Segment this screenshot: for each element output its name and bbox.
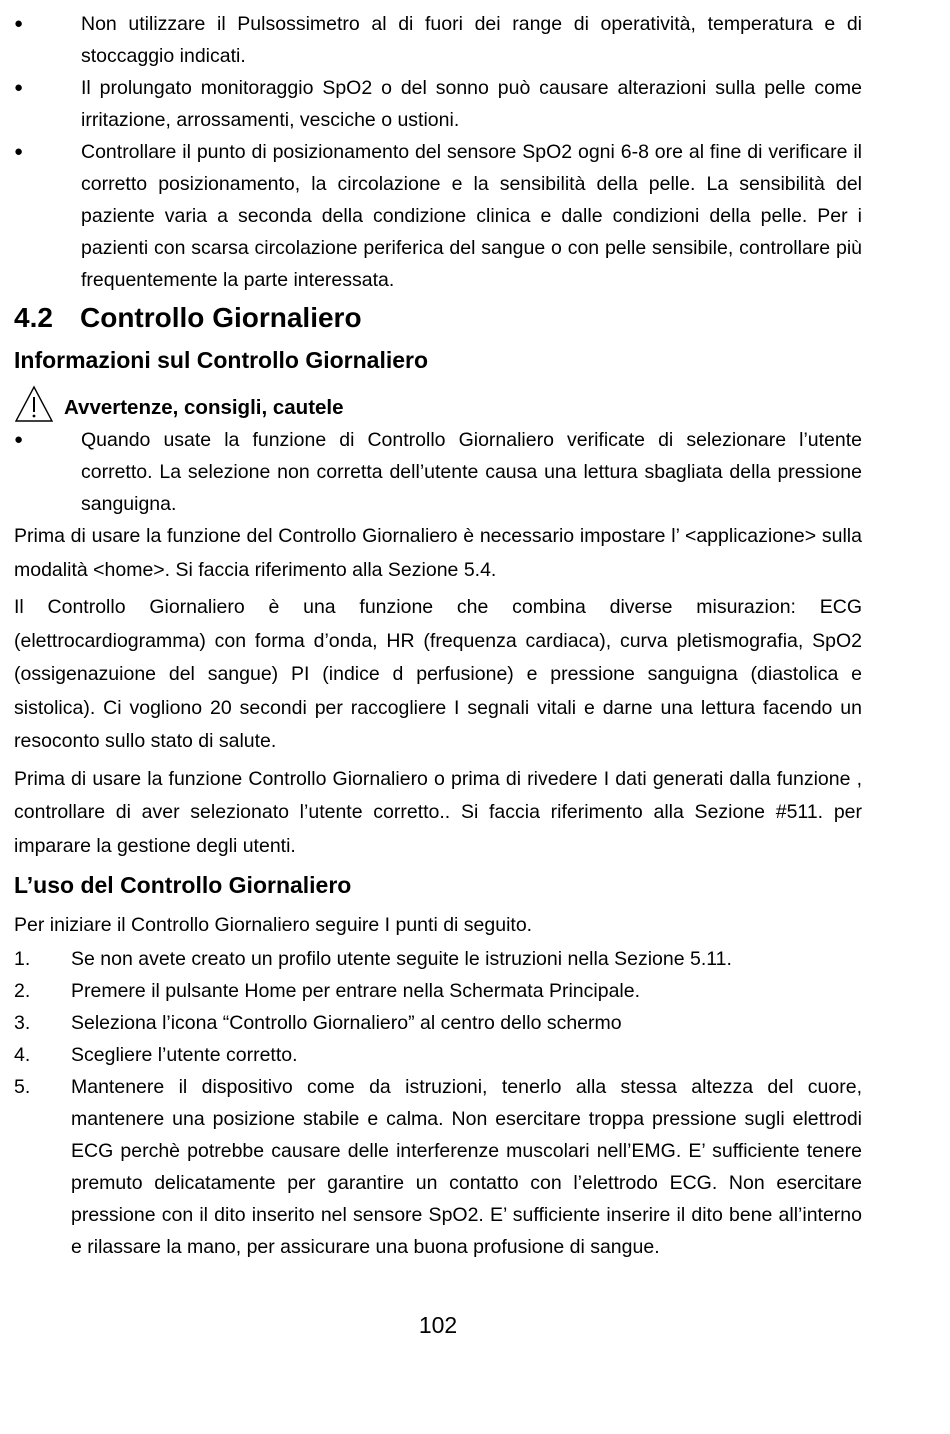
section-title <box>14 298 862 338</box>
paragraph: Prima di usare la funzione Controllo Giornaliero o prima di rivedere I dati generati dalla funzione , controllare di aver selezionato l’utente corretto.. Si faccia riferimento alla Sezione #511. per imparare la gestione degli utenti. <box>14 767 862 857</box>
bullet-item <box>14 72 862 136</box>
bullet-item <box>14 424 862 520</box>
step-number: 3. <box>14 1011 31 1034</box>
usage-heading: L’uso del Controllo Giornaliero <box>14 872 352 898</box>
step-number: 5. <box>14 1075 31 1098</box>
section-title-text: Controllo Giornaliero <box>80 302 362 333</box>
step-number: 4. <box>14 1043 31 1066</box>
step-text: Mantenere il dispositivo come da istruzioni, tenerlo alla stessa altezza del cuore, mantenere una posizione stabile e calma. Non esercitare troppa pressione sugli elettrodi ECG perchè potrebbe causare delle interferenze muscolari nell’EMG. E’ sufficiente tenere premuto delicatamente per garantire un contatto con l’elettrodo ECG. Non esercitare pressione con il dito inserito nel sensore SpO2. E’ sufficiente inserire il dito bene all’interno e rilassare la mano, per assicurare una buona profusione di sangue. <box>71 1075 862 1258</box>
bullet-text: Quando usate la funzione di Controllo Giornaliero verificate di selezionare l’utente corretto. La selezione non corretta dell’utente causa una lettura sbagliata della pressione sanguigna. <box>81 429 862 515</box>
paragraph: Prima di usare la funzione del Controllo Giornaliero è necessario impostare l’ <applicazione> sulla modalità <home>. Si faccia riferimento alla Sezione 5.4. <box>14 525 862 581</box>
step-item <box>14 943 862 975</box>
bullet-icon: ● <box>14 79 24 96</box>
step-text: Scegliere l’utente corretto. <box>71 1043 298 1066</box>
bullet-text: Controllare il punto di posizionamento del sensore SpO2 ogni 6-8 ore al fine di verificare il corretto posizionamento, la circolazione e la sensibilità della pelle. La sensibilità del paziente varia a seconda della condizione clinica e dalle condizioni della pelle. Per i pazienti con scarsa circolazione periferica del sangue o con pelle sensibile, controllare più frequentemente la parte interessata. <box>81 141 862 291</box>
bullet-icon: ● <box>14 143 24 160</box>
step-item <box>14 1007 862 1039</box>
paragraph: Il Controllo Giornaliero è una funzione che combina diverse misurazion: ECG (elettrocardiogramma) con forma d’onda, HR (frequenza cardiaca), curva pletismografia, SpO2 (ossigenazuione del sangue) PI (indice d perfusione) e pressione sanguigna (diastolica e sistolica). Ci vogliono 20 secondi per raccogliere I segnali vitali e darne una lettura facendo un resoconto sullo stato di salute. <box>14 596 862 752</box>
warning-header <box>14 384 862 424</box>
step-item <box>14 1039 862 1071</box>
step-number: 2. <box>14 979 31 1002</box>
step-item <box>14 1071 862 1263</box>
page-number: 102 <box>418 1312 458 1338</box>
bullet-icon: ● <box>14 431 24 448</box>
step-item <box>14 975 862 1007</box>
bullet-item <box>14 8 862 72</box>
step-text: Seleziona l’icona “Controllo Giornaliero” al centro dello schermo <box>71 1011 622 1034</box>
warning-bullet-list <box>14 424 862 520</box>
step-number: 1. <box>14 947 31 970</box>
usage-intro: Per iniziare il Controllo Giornaliero seguire I punti di seguito. <box>14 914 533 936</box>
bullet-icon: ● <box>14 15 24 32</box>
section-number: 4.2 <box>14 302 53 333</box>
bullet-text: Il prolungato monitoraggio SpO2 o del sonno può causare alterazioni sulla pelle come irritazione, arrossamenti, vesciche o ustioni. <box>81 77 862 131</box>
document-page <box>14 8 862 1263</box>
bullet-text: Non utilizzare il Pulsossimetro al di fuori dei range di operatività, temperatura e di stoccaggio indicati. <box>81 13 862 67</box>
bullet-item <box>14 136 862 296</box>
warning-title: Avvertenze, consigli, cautele <box>64 396 344 419</box>
step-text: Se non avete creato un profilo utente seguite le istruzioni nella Sezione 5.11. <box>71 947 732 970</box>
top-bullet-list <box>14 8 862 296</box>
step-text: Premere il pulsante Home per entrare nella Schermata Principale. <box>71 979 641 1002</box>
info-heading: Informazioni sul Controllo Giornaliero <box>14 347 429 373</box>
warning-triangle-icon <box>14 384 54 424</box>
step-list <box>14 943 862 1263</box>
